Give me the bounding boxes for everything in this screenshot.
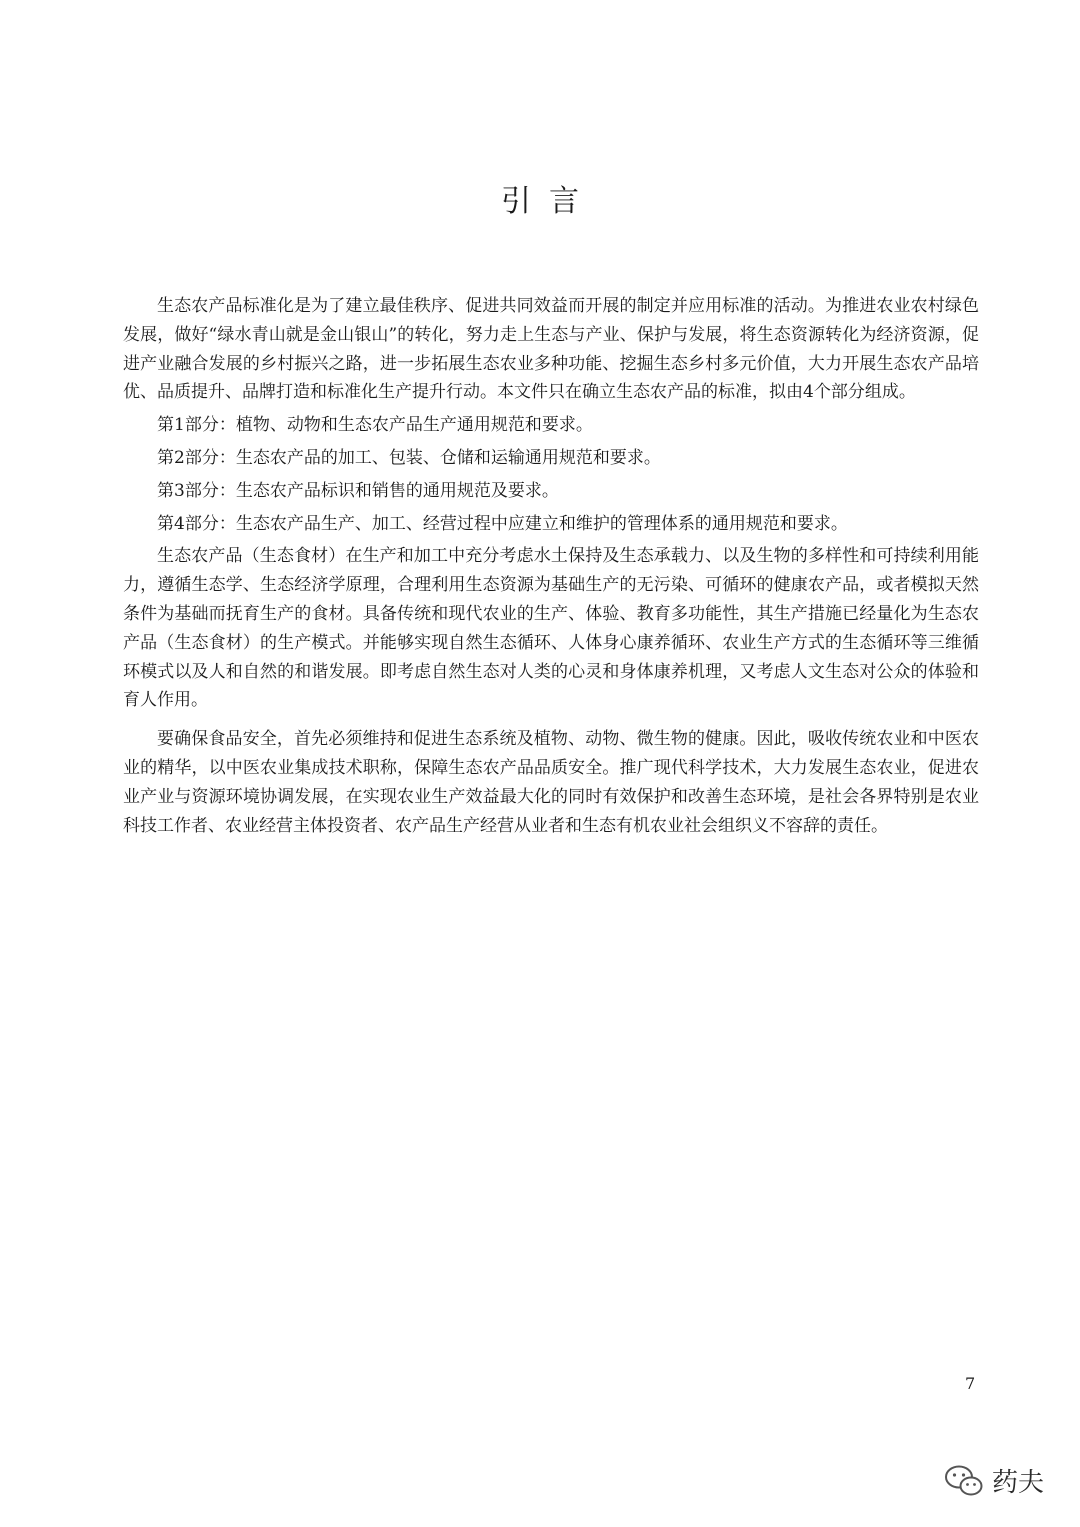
part-1-item: 第1部分：植物、动物和生态农产品生产通用规范和要求。 <box>157 415 593 436</box>
definition-paragraph: 生态农产品（生态食材）在生产和加工中充分考虑水土保持及生态承载力、以及生物的多样性和可持续利用能力，遵循生态学、生态经济学原理，合理利用生态资源为基础生产的无污染、可循环的健康农产品，或者模拟天然条件为基础而抚育生产的食材。具备传统和现代农业的生产、体验、教育多功能性，其生产措施已经量化为生态农产品（生态食材）的生产模式。并能够实现自然生态循环、人体身心康养循环、农业生产方式的生态循环等三维循环模式以及人和自然的和谐发展。即考虑自然生态对人类的心灵和身体康养机理，又考虑人文生态对公众的体验和育人作用。 <box>123 546 979 711</box>
part-3-item: 第3部分：生态农产品标识和销售的通用规范及要求。 <box>157 480 559 501</box>
wechat-icon <box>944 1464 984 1498</box>
food-safety-paragraph: 要确保食品安全，首先必须维持和促进生态系统及植物、动物、微生物的健康。因此，吸收传统农业和中医农业的精华，以中医农业集成技术职称，保障生态农产品品质安全。推广现代科学技术，大力发展生态农业，促进农业产业与资源环境协调发展，在实现农业生产效益最大化的同时有效保护和改善生态环境，是社会各界特别是农业科技工作者、农业经营主体投资者、农产品生产经营从业者和生态有机农业社会组织义不容辞的责任。 <box>123 729 979 836</box>
intro-paragraph: 生态农产品标准化是为了建立最佳秩序、促进共同效益而开展的制定并应用标准的活动。为推进农业农村绿色发展，做好“绿水青山就是金山银山”的转化，努力走上生态与产业、保护与发展，将生态资源转化为经济资源，促进产业融合发展的乡村振兴之路，进一步拓展生态农业多种功能、挖掘生态乡村多元价值，大力开展生态农产品培优、品质提升、品牌打造和标准化生产提升行动。本文件只在确立生态农产品的标准，拟由4个部分组成。 <box>123 296 979 403</box>
page-title: 引言 <box>501 184 597 219</box>
document-body <box>123 292 979 840</box>
part-2-item: 第2部分：生态农产品的加工、包装、仓储和运输通用规范和要求。 <box>157 447 661 468</box>
watermark-label: 药夫 <box>992 1468 1045 1498</box>
part-4-item: 第4部分：生态农产品生产、加工、经营过程中应建立和维护的管理体系的通用规范和要求。 <box>157 513 848 534</box>
page-number: 7 <box>965 1374 976 1393</box>
watermark <box>944 1462 1044 1499</box>
